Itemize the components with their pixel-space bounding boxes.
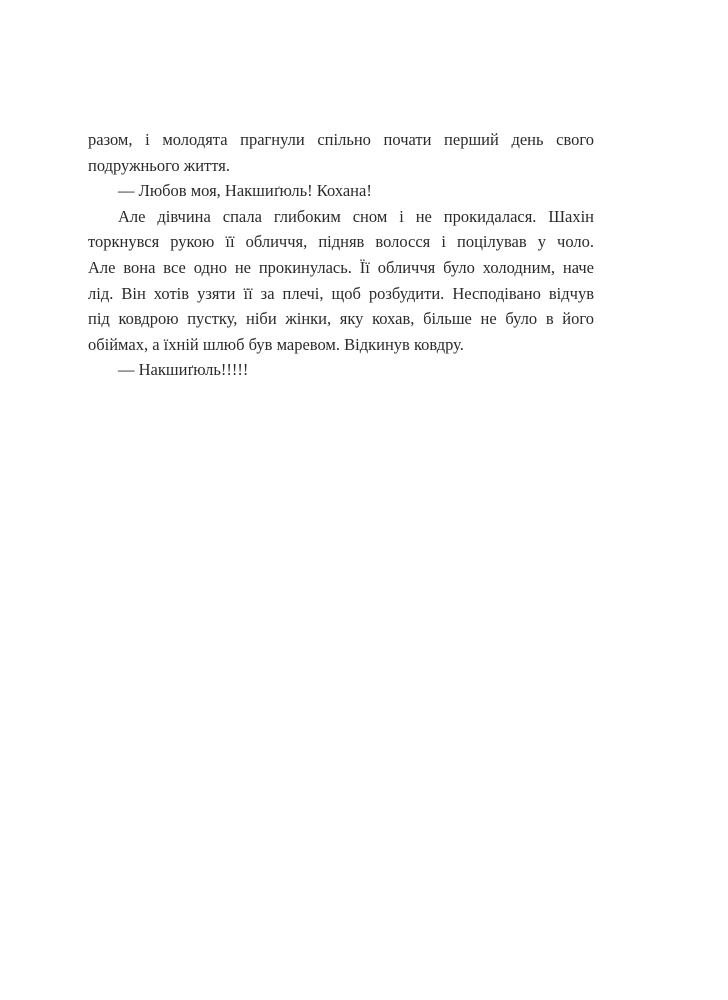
text-line: лід. Він хотів узяти її за плечі, щоб розбудити. Несподівано відчув [88, 283, 594, 303]
text-line: Але вона все одно не прокинулась. Її обличчя було холодним, наче [88, 257, 594, 277]
page-text [88, 127, 594, 383]
text-line: Але дівчина спала глибоким сном і не прокидалася. Шахін [118, 206, 594, 226]
text-line: торкнувся рукою її обличчя, підняв волосся і поцілував у чоло. [88, 232, 594, 252]
text-line: подружнього життя. [88, 155, 230, 175]
text-line: разом, і молодята прагнули спільно почати перший день свого [88, 130, 594, 149]
text-line: під ковдрою пустку, ніби жінки, яку кохав, більше не було в його [88, 309, 594, 329]
dialogue-line: — Накшиґюль!!!!! [118, 360, 249, 380]
dialogue-line: — Любов моя, Накшиґюль! Кохана! [118, 181, 372, 201]
text-line: обіймах, а їхній шлюб був маревом. Відкинув ковдру. [88, 334, 464, 354]
